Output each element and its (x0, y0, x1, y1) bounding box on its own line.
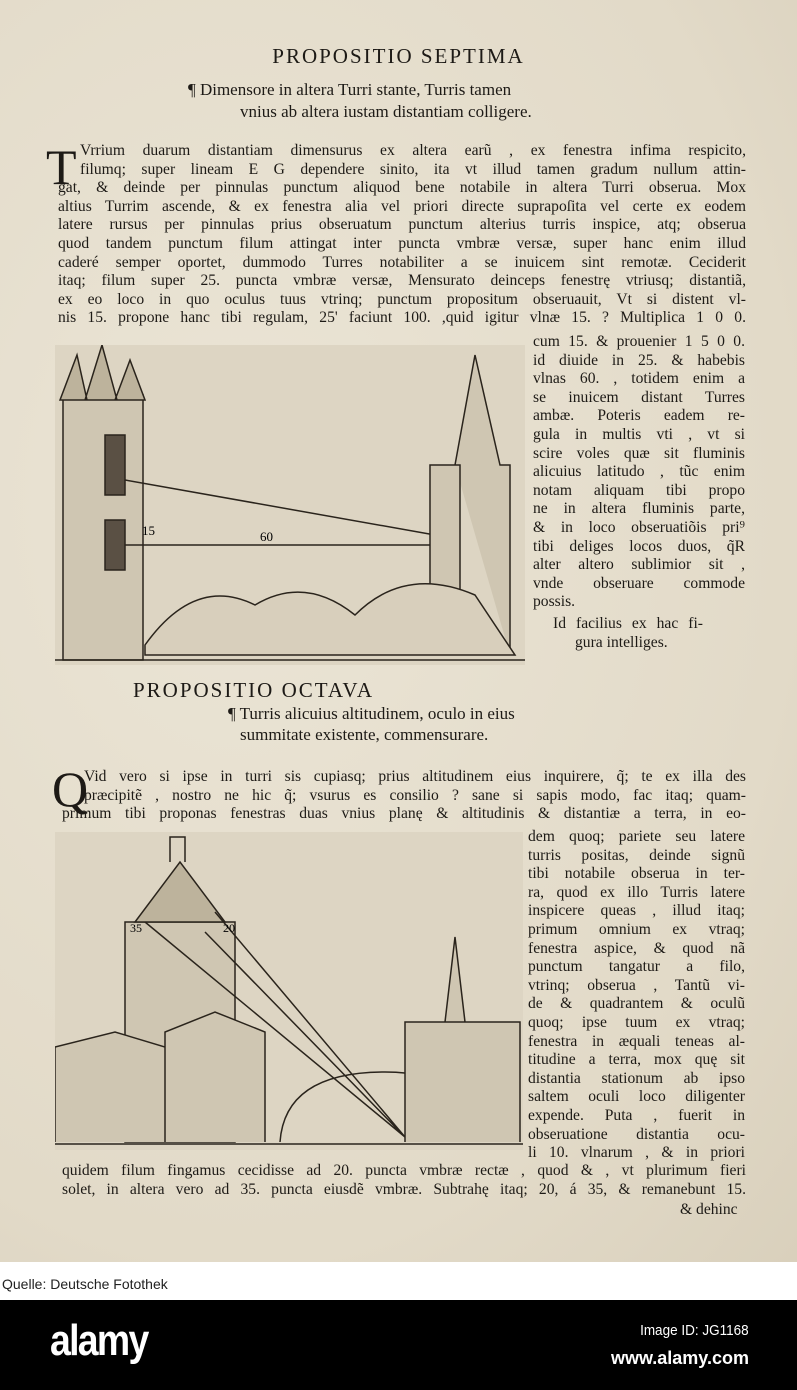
heading-propositio-septima: PROPOSITIO SEPTIMA (272, 44, 525, 68)
text-line: id diuide in 25. & habebis (533, 351, 745, 369)
text-line: scire voles quæ sit fluminis (533, 444, 745, 462)
text-line: dem quoq; pariete seu latere (528, 828, 745, 845)
text-line: cum 15. & prouenier 1 5 0 0. (533, 333, 745, 350)
text-line: alter altero sublimior sit , (533, 556, 745, 574)
heading-propositio-octava: PROPOSITIO OCTAVA (132, 678, 374, 702)
text-line: nis 15. propone hanc tibi regulam, 25' faciunt 100. ,quid igitur vlnæ 15. ? Multiplica 1 0 0. (58, 309, 746, 327)
text-line: ex eo loco in quo oculus tuus vtrinq; punctum propositum obseruauit, Vt si distent vl- (58, 290, 746, 308)
text-line: fenestra in æquali teneas al- (528, 1032, 745, 1050)
text-line: primum tibi proponas fenestras duas vnius planę & altitudinis & distantiæ a terra, in eo- (62, 805, 746, 823)
text-line: saltem oculi loco diligenter (528, 1088, 745, 1106)
text-line: quoq; ipse tuum ex vtraq; (528, 1013, 745, 1031)
paragraph-1 (58, 142, 746, 328)
text-line: solet, in altera vero ad 35. puncta eiusdẽ vmbræ. Subtrahę itaq; 20, á 35, & remanebunt 15. (62, 1180, 746, 1198)
text-line: notam aliquam tibi propo (533, 481, 745, 499)
text-line: punctum tangatur a filo, (528, 958, 745, 976)
text-line: inspicere queas , illud itaq; (528, 902, 745, 920)
text-line: filumq; super lineam E G dependere sinito, ita vt illud tamen gradum nullum attin- (80, 160, 746, 178)
text-line: ra, quod ex illo Turris latere (528, 883, 745, 901)
subtitle-line: ¶ Turris alicuius altitudinem, oculo in eius (228, 704, 515, 723)
text-line: turris positas, deinde signũ (528, 846, 745, 864)
text-line: Vid vero si ipse in turri sis cupiasq; prius altitudinem eius inquirere, q̃; te ex illa des (84, 768, 746, 785)
text-line: Vrrium duarum distantiam dimensurus ex altera earũ , ex fenestra infima respicito, (80, 142, 746, 159)
source-credit: Quelle: Deutsche Fotothek (2, 1276, 168, 1292)
figure-label: 35 (130, 921, 142, 935)
text-line: tibi notabile obserua in ter- (528, 865, 745, 883)
image-id: Image ID: JG1168 (640, 1322, 749, 1339)
text-line: gura intelliges. (575, 633, 668, 651)
drop-cap: T (46, 139, 77, 195)
woodcut-tower-quadrant-figure (55, 832, 523, 1150)
text-line: fenestra aspice, & quod nã (528, 939, 745, 957)
text-line: distantia stationum ab ipso (528, 1069, 745, 1087)
text-line: alicuius latitudo , tũc enim (533, 463, 745, 481)
watermark-banner (0, 1300, 797, 1390)
text-line: primum omnium ex vtraq; (528, 920, 745, 938)
text-line: itaq; filum super 25. puncta vmbræ versæ, Mensurato deinceps fenestrę vtriusq; distantiã, (58, 272, 746, 290)
subtitle-line: summitate existente, commensurare. (240, 725, 489, 744)
subtitle-line: vnius ab altera iustam distantiam colligere. (240, 102, 532, 121)
text-line: altius Turrim ascende, & ex fenestra alia vel priori directe suprapoſita vel certe ex eodem (58, 197, 746, 215)
text-line: Id facilius ex hac fi- (553, 615, 703, 632)
drop-cap: Q (52, 761, 89, 817)
text-line: vlnas 60. , totidem enim a (533, 370, 745, 388)
woodcut-towers-figure (55, 345, 525, 665)
text-line: præcipitẽ , nostro ne hic q̃; vsurus es consilio ? sane si sapis modo, fac itaq; quam- (84, 786, 746, 804)
text-line: tibi deliges locos duos, q̃R (533, 537, 745, 555)
figure-label: 60 (260, 529, 273, 544)
figure-label: 15 (142, 523, 155, 538)
banner-url[interactable]: www.alamy.com (610, 1348, 749, 1368)
text-line: titudine a terra, mox quę sit (528, 1051, 745, 1069)
alamy-logo: alamy (50, 1316, 148, 1365)
catchword: & dehinc (680, 1201, 738, 1218)
text-line: obseruatione distantia ocu- (528, 1125, 745, 1143)
side-column-1-closing (553, 615, 703, 652)
text-line: quidem filum fingamus cecidisse ad 20. puncta vmbræ rectæ , quod & , vt plurimum fieri (62, 1162, 746, 1179)
text-line: caderé semper oportet, dummodo Turres notabiliter a se inuicem sint remotæ. Ceciderit (58, 253, 746, 271)
text-line: & in loco obseruatiõis pri⁹ (533, 518, 745, 536)
figure-label: 20 (223, 921, 235, 935)
side-column-1 (533, 333, 745, 612)
text-line: quod tandem punctum filum attingat inter puncta vmbræ versæ, super hanc enim illud (58, 234, 746, 252)
subtitle-line: ¶ Dimensore in altera Turri stante, Turris tamen (188, 80, 512, 99)
text-line: li 10. vlnarum , & in priori (528, 1144, 745, 1162)
text-line: ne in altera fluminis parte, (533, 500, 745, 518)
text-line: latere rursus per pinnulas prius obseruatum punctum alterius turris inspice, atq; obserua (58, 216, 746, 234)
paragraph-2-tail (62, 1162, 746, 1199)
text-line: gat, & deinde per pinnulas punctum aliquod bene notabile in altera Turri obserua. Mox (58, 179, 746, 197)
text-line: se inuicem distant Turres (533, 388, 745, 406)
text-line: vtrinq; obserua , Tantũ vi- (528, 976, 745, 994)
text-line: de & quadrantem & oculũ (528, 995, 745, 1013)
paragraph-2 (62, 768, 746, 824)
text-line: vnde obseruare commode (533, 574, 745, 592)
text-line: ambæ. Poteris eadem re- (533, 407, 745, 425)
text-line: possis. (533, 593, 576, 611)
side-column-2 (528, 828, 745, 1163)
text-line: gula in multis vti , vt si (533, 425, 745, 443)
text-line: expende. Puta , fuerit in (528, 1106, 745, 1124)
